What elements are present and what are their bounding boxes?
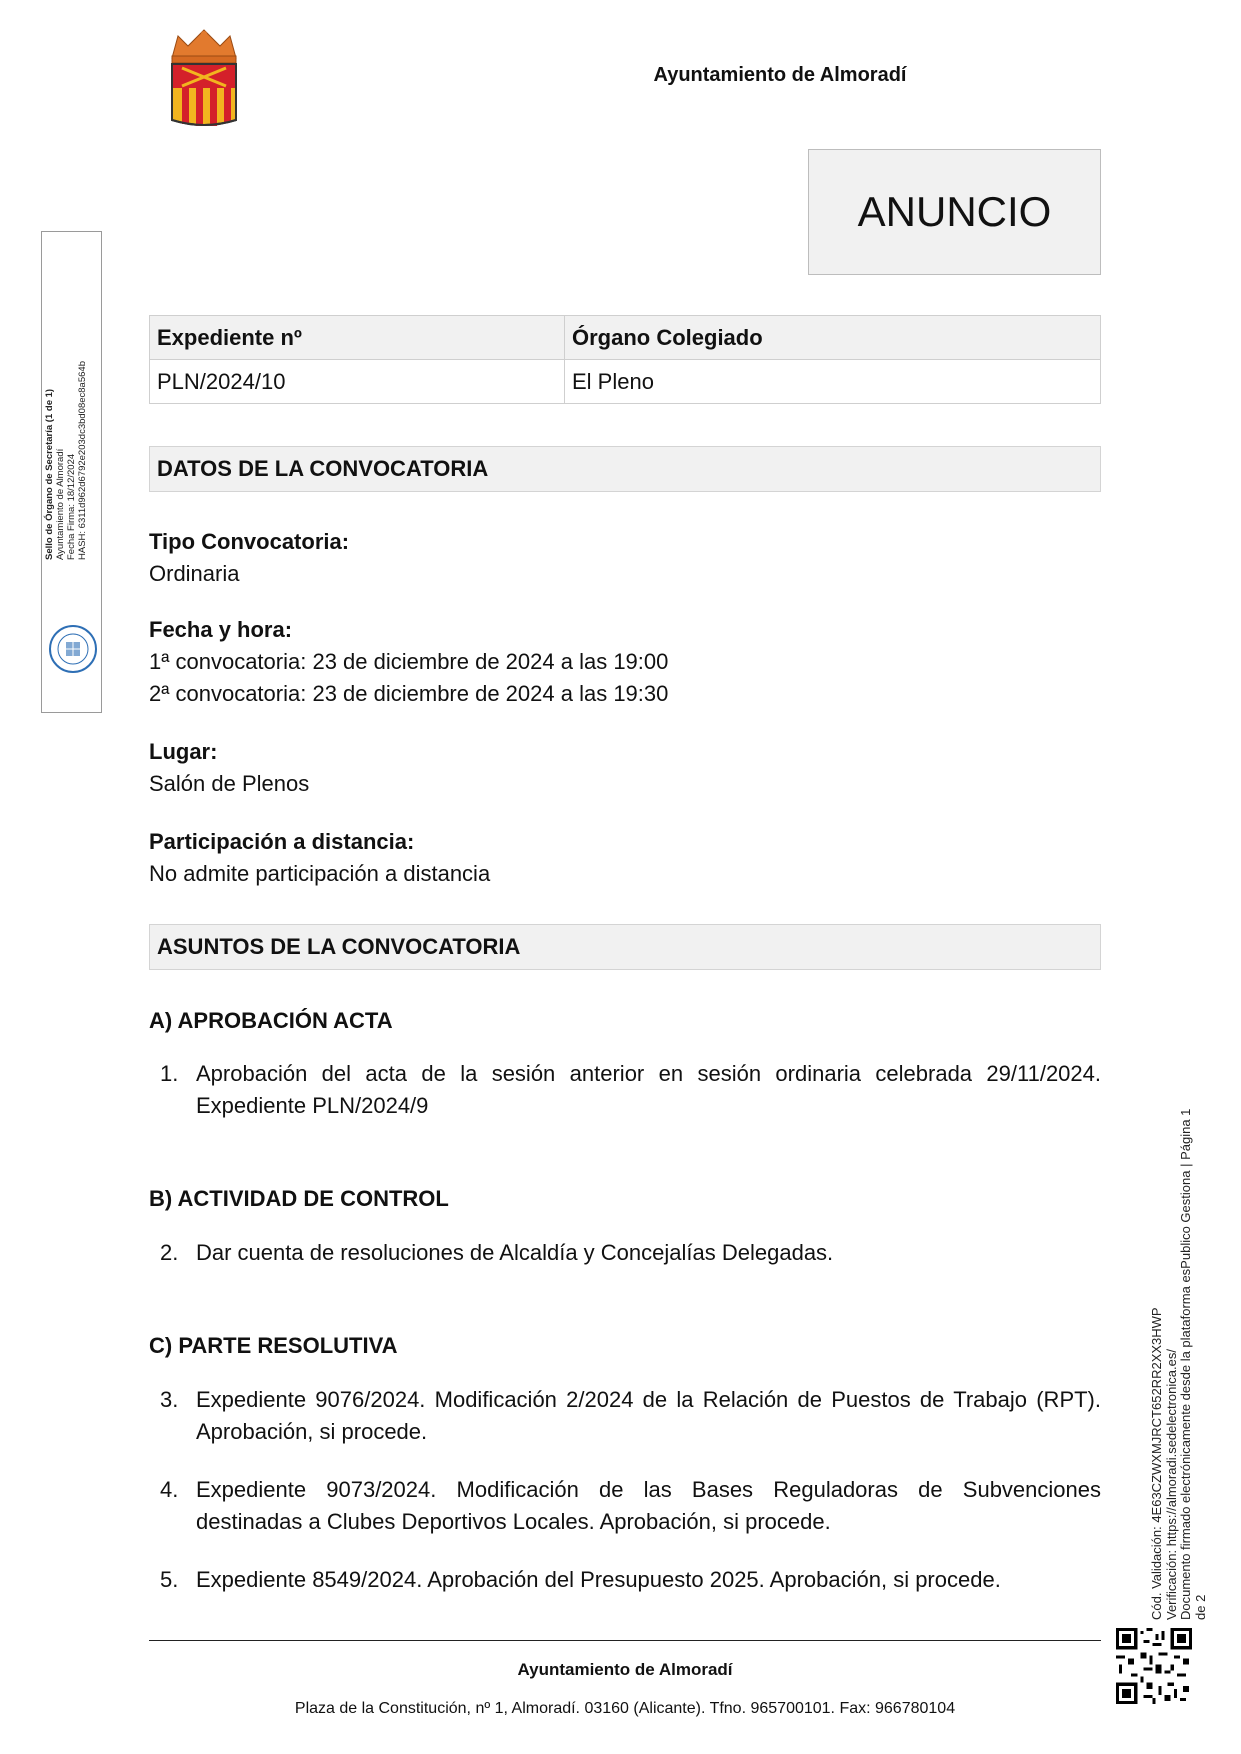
coat-of-arms-logo <box>168 28 240 128</box>
item-number: 1. <box>160 1061 179 1086</box>
list-item <box>160 1058 1101 1122</box>
verification-url[interactable]: Verificación: https://almoradi.sedelectronica.es/ <box>1163 1349 1179 1620</box>
tipo-convocatoria-label: Tipo Convocatoria: <box>149 529 350 554</box>
group-title-b: B) ACTIVIDAD DE CONTROL <box>149 1186 449 1211</box>
participacion-field <box>149 826 1101 890</box>
expediente-table <box>149 315 1101 404</box>
item-number: 2. <box>160 1240 179 1265</box>
footer-divider <box>149 1640 1101 1641</box>
tipo-convocatoria-value: Ordinaria <box>149 561 240 586</box>
header-expediente: Expediente nº <box>150 316 565 360</box>
lugar-field <box>149 736 1101 800</box>
footer-address: Plaza de la Constitución, nº 1, Almoradí. 03160 (Alicante). Tfno. 965700101. Fax: 966780104 <box>294 1700 956 1717</box>
document-type-box <box>808 149 1101 275</box>
qr-code-icon <box>1116 1628 1192 1704</box>
stamp-line-2: Ayuntamiento de Almoradí <box>55 448 66 560</box>
official-seal-icon <box>48 624 98 674</box>
stamp-line-4: HASH: 6311d962d6792e203dc3bd08ec8a564b <box>77 361 88 560</box>
group-title-a: A) APROBACIÓN ACTA <box>149 1008 393 1033</box>
organo-value: El Pleno <box>565 360 1101 404</box>
list-item <box>160 1384 1101 1448</box>
fecha-hora-label: Fecha y hora: <box>149 617 293 642</box>
header-organo: Órgano Colegiado <box>565 316 1101 360</box>
item-text: Expediente 9076/2024. Modificación 2/2024 de la Relación de Puestos de Trabajo (RPT). Aprobación, si procede. <box>196 1387 1101 1444</box>
list-item <box>160 1237 1101 1269</box>
item-number: 3. <box>160 1387 179 1412</box>
group-title-c: C) PARTE RESOLUTIVA <box>149 1333 398 1358</box>
tipo-convocatoria-field <box>149 526 1101 590</box>
lugar-value: Salón de Plenos <box>149 771 310 796</box>
item-number: 5. <box>160 1567 179 1592</box>
table-header-row <box>150 316 1101 360</box>
item-text: Aprobación del acta de la sesión anterior en sesión ordinaria celebrada 29/11/2024. Expediente PLN/2024/9 <box>196 1061 1101 1118</box>
section-datos-title: DATOS DE LA CONVOCATORIA <box>149 446 1101 492</box>
footer-organization: Ayuntamiento de Almoradí <box>517 1660 733 1679</box>
organization-header: Ayuntamiento de Almoradí <box>653 64 907 86</box>
section-asuntos-title: ASUNTOS DE LA CONVOCATORIA <box>149 924 1101 970</box>
item-text: Dar cuenta de resoluciones de Alcaldía y Concejalías Delegadas. <box>196 1240 834 1265</box>
participacion-value: No admite participación a distancia <box>149 861 491 886</box>
signature-stamp-text <box>44 230 99 560</box>
validation-code: Cód. Validación: 4E63CZWXMJRCT652RR2XX3HWP <box>1149 1307 1164 1620</box>
signature-platform-note: Documento firmado electrónicamente desde la plataforma esPublico Gestiona | Página 1 de 2 <box>1178 1108 1208 1620</box>
list-item <box>160 1474 1101 1538</box>
segunda-convocatoria: 2ª convocatoria: 23 de diciembre de 2024 a las 19:30 <box>149 681 669 706</box>
item-text: Expediente 9073/2024. Modificación de las Bases Reguladoras de Subvenciones destinadas a Clubes Deportivos Locales. Aprobación, si procede. <box>196 1477 1101 1534</box>
list-item <box>160 1564 1101 1596</box>
participacion-label: Participación a distancia: <box>149 829 415 854</box>
table-row <box>150 360 1101 404</box>
item-text: Expediente 8549/2024. Aprobación del Presupuesto 2025. Aprobación, si procede. <box>196 1567 1001 1592</box>
expediente-value: PLN/2024/10 <box>150 360 565 404</box>
verification-text <box>1150 1100 1210 1620</box>
lugar-label: Lugar: <box>149 739 218 764</box>
primera-convocatoria: 1ª convocatoria: 23 de diciembre de 2024 a las 19:00 <box>149 649 669 674</box>
fecha-hora-field <box>149 614 1101 710</box>
item-number: 4. <box>160 1477 179 1502</box>
stamp-line-3: Fecha Firma: 18/12/2024 <box>66 453 77 560</box>
stamp-line-1: Sello de Órgano de Secretaría (1 de 1) <box>44 388 55 560</box>
document-type-title: ANUNCIO <box>857 188 1052 235</box>
